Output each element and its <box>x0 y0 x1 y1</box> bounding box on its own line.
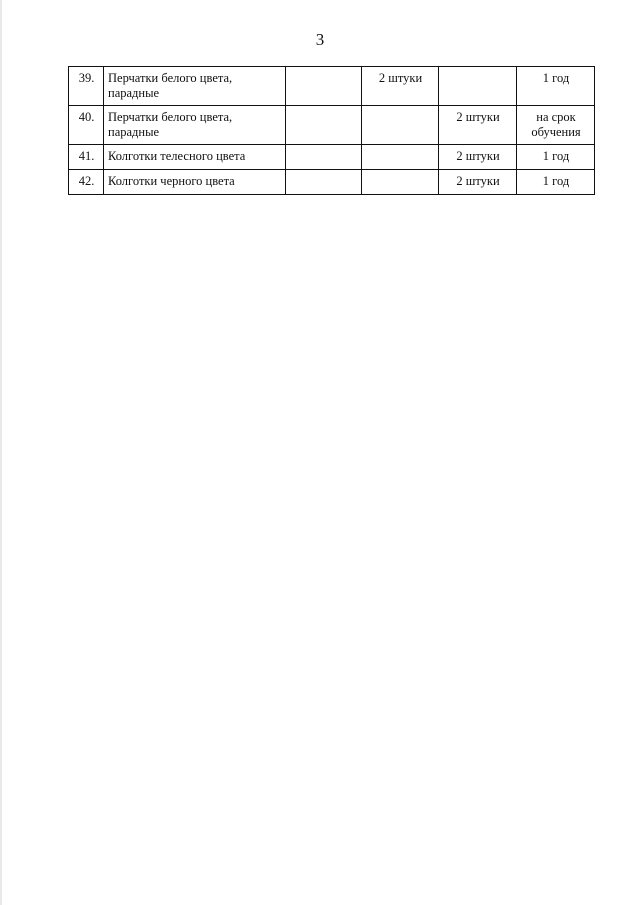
wear-period-cell: 1 год <box>517 170 595 195</box>
item-name: Колготки черного цвета <box>104 170 286 195</box>
quantity-cell <box>362 106 439 145</box>
quantity-cell <box>439 67 517 106</box>
row-number: 39. <box>69 67 104 106</box>
scan-edge <box>0 0 2 905</box>
row-number: 42. <box>69 170 104 195</box>
quantity-cell <box>362 170 439 195</box>
page-number: 3 <box>315 30 325 49</box>
quantity-cell <box>362 145 439 170</box>
item-name: Колготки телесного цвета <box>104 145 286 170</box>
uniform-items-table <box>68 66 595 195</box>
quantity-cell: 2 штуки <box>439 170 517 195</box>
item-name: Перчатки белого цвета, парадные <box>104 67 286 106</box>
item-name: Перчатки белого цвета, парадные <box>104 106 286 145</box>
quantity-cell <box>286 145 362 170</box>
quantity-cell <box>286 106 362 145</box>
quantity-cell: 2 штуки <box>439 145 517 170</box>
table-row <box>69 145 595 170</box>
wear-period-cell: на срок обучения <box>517 106 595 145</box>
quantity-cell <box>286 67 362 106</box>
row-number: 40. <box>69 106 104 145</box>
wear-period-cell: 1 год <box>517 145 595 170</box>
quantity-cell <box>286 170 362 195</box>
quantity-cell: 2 штуки <box>362 67 439 106</box>
row-number: 41. <box>69 145 104 170</box>
wear-period-cell: 1 год <box>517 67 595 106</box>
quantity-cell: 2 штуки <box>439 106 517 145</box>
table-row <box>69 67 595 106</box>
table-row <box>69 106 595 145</box>
table-row <box>69 170 595 195</box>
